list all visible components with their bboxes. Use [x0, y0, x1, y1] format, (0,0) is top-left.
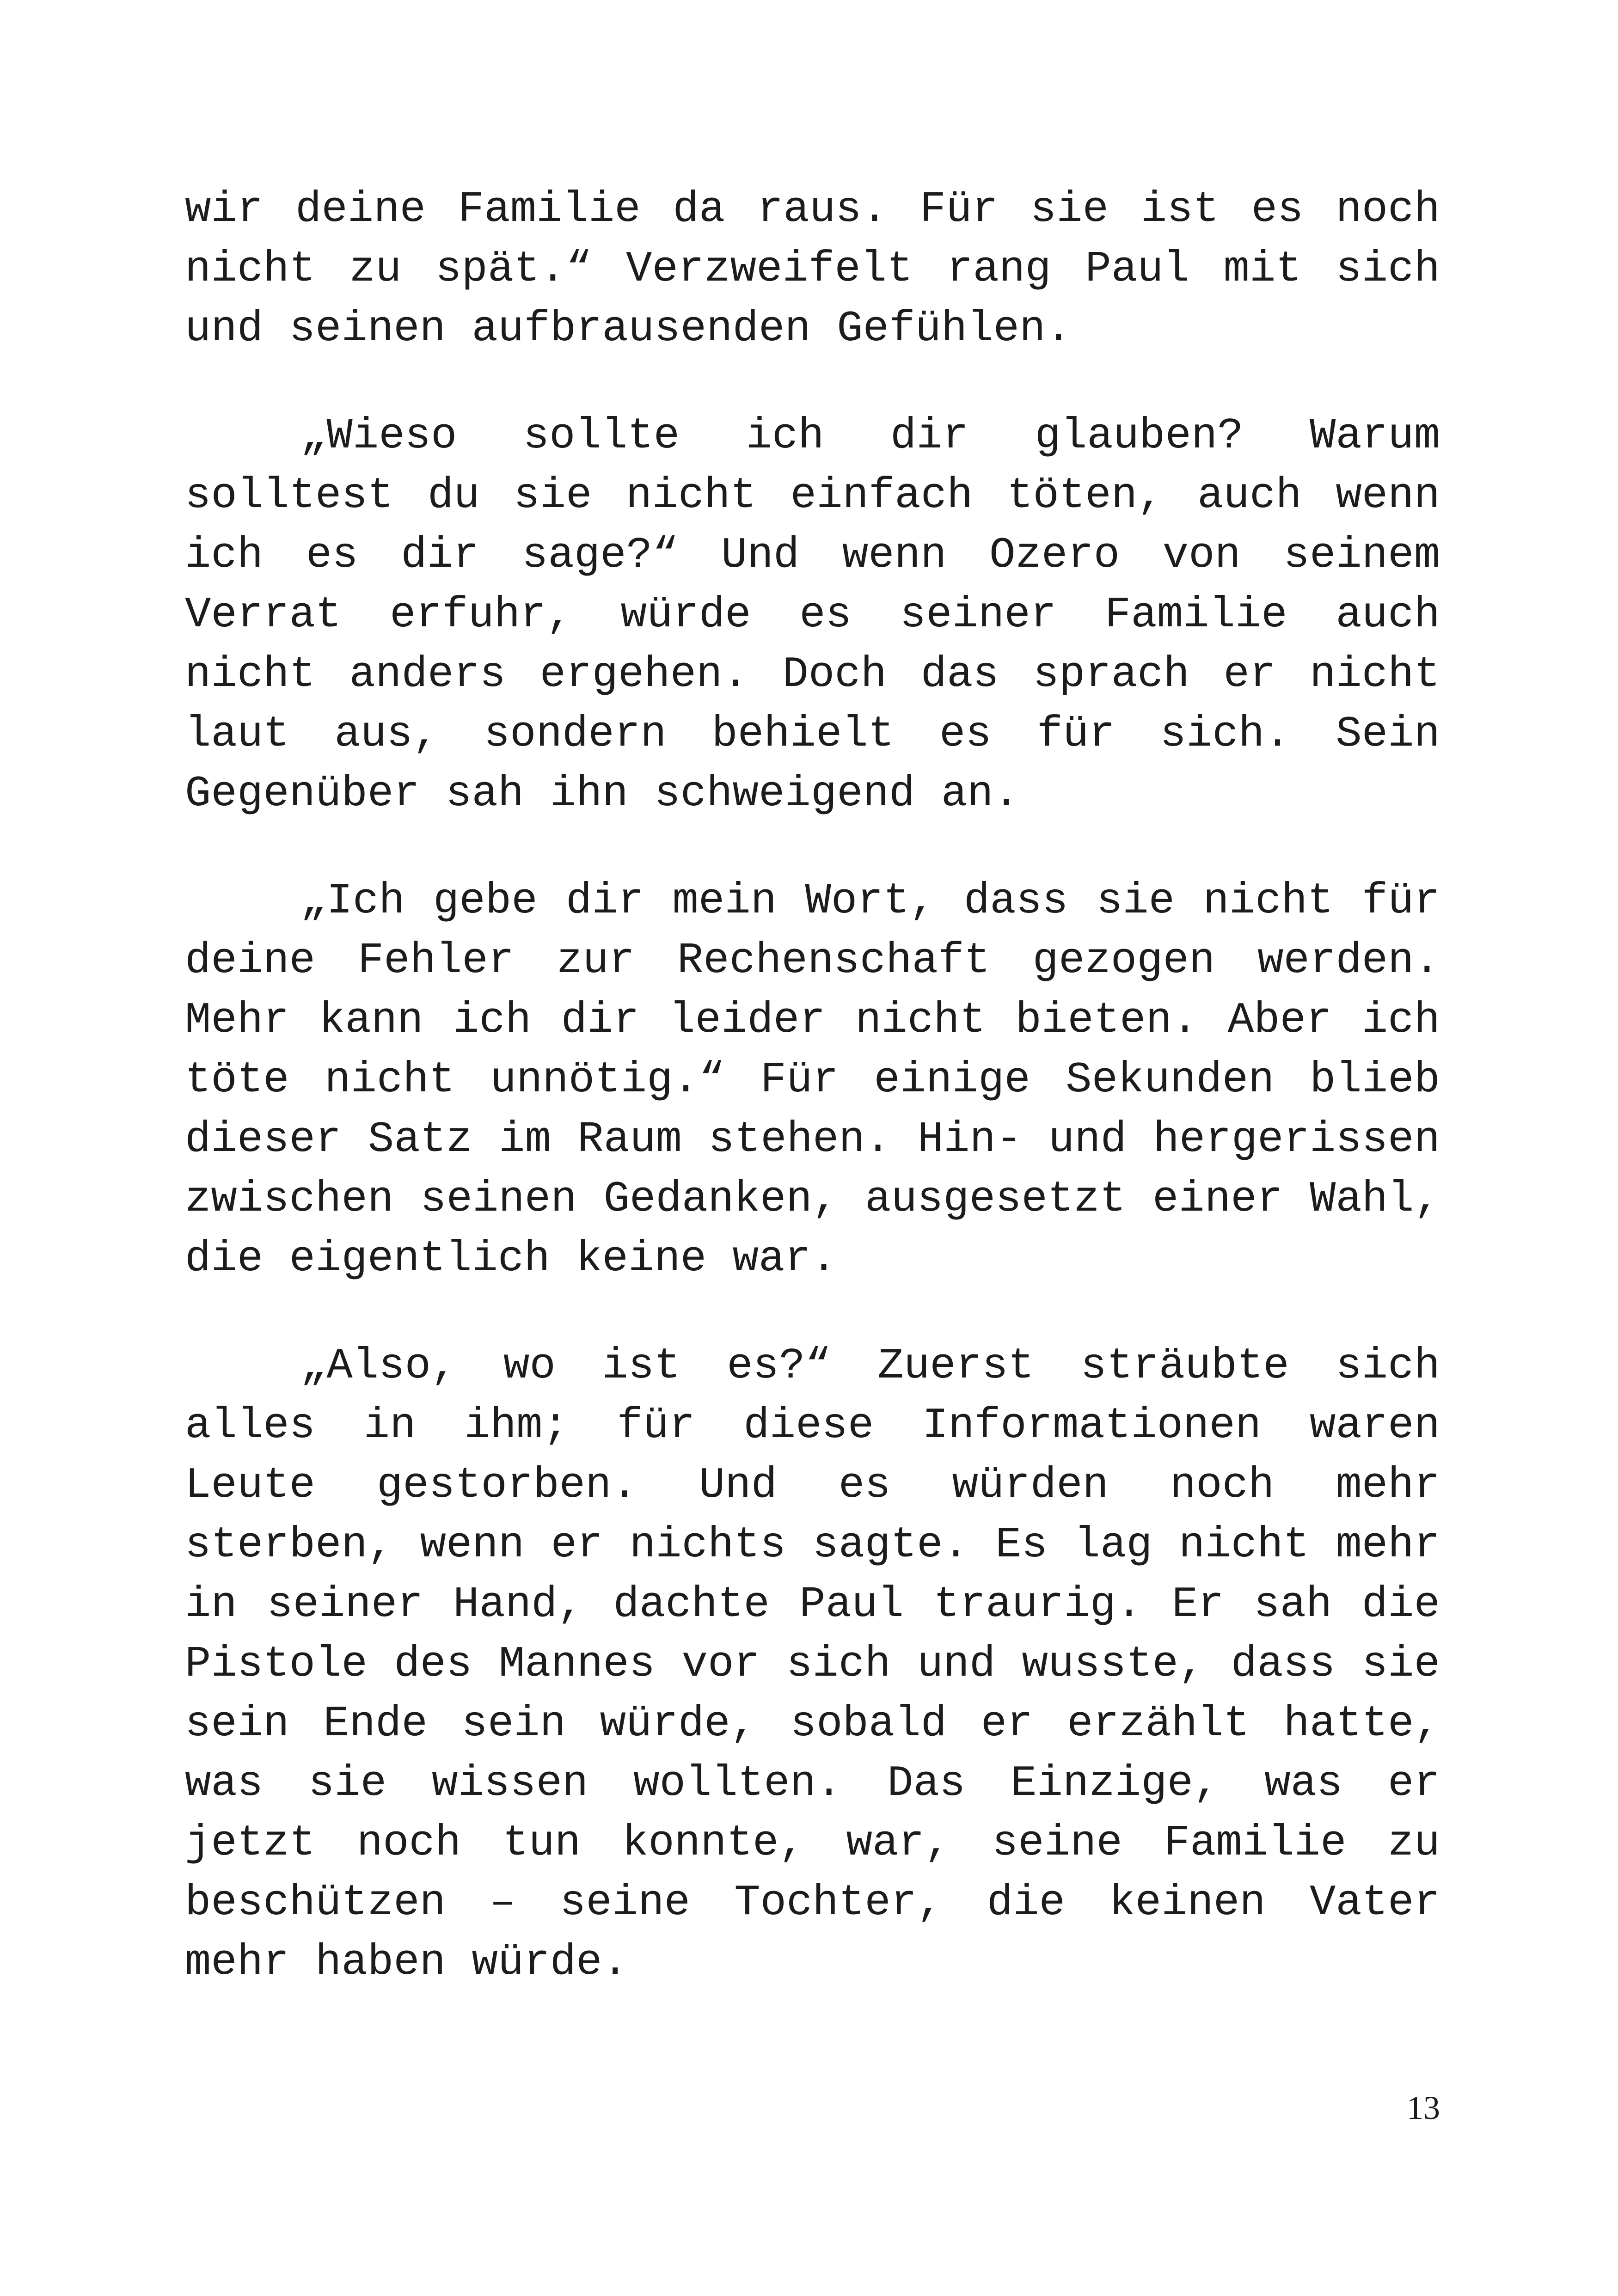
body-text	[185, 180, 1440, 1993]
paragraph-where-is-it: „Also, wo ist es?“ Zuerst sträubte sich alles in ihm; für diese Informationen waren Leute gestorben. Und es würden noch mehr sterben, wenn er nichts sagte. Es lag nicht mehr in seiner Hand, dachte Paul traurig. Er sah die Pistole des Mannes vor sich und wusste, dass sie sein Ende sein würde, sobald er erzählt hatte, was sie wissen wollten. Das Einzige, was er jetzt noch tun konnte, war, seine Familie zu beschützen – seine Tochter, die keinen Vater mehr haben würde.	[185, 1342, 1440, 1987]
page-number: 13	[1407, 2089, 1440, 2126]
paragraph-continuation: wir deine Familie da raus. Für sie ist es noch nicht zu spät.“ Verzweifelt rang Paul mit sich und seinen aufbrausenden Gefühlen.	[185, 185, 1440, 354]
paragraph-why-believe: „Wieso sollte ich dir glauben? Warum solltest du sie nicht einfach töten, auch wenn ich es dir sage?“ Und wenn Ozero von seinem Verrat erfuhr, würde es seiner Familie auch nicht anders ergehen. Doch das sprach er nicht laut aus, sondern behielt es für sich. Sein Gegenüber sah ihn schweigend an.	[185, 412, 1440, 819]
paragraph-my-word: „Ich gebe dir mein Wort, dass sie nicht für deine Fehler zur Rechenschaft gezogen werden. Mehr kann ich dir leider nicht bieten. Aber ich töte nicht unnötig.“ Für einige Sekunden blieb dieser Satz im Raum stehen. Hin- und hergerissen zwischen seinen Gedanken, ausgesetzt einer Wahl, die eigentlich keine war.	[185, 877, 1440, 1284]
